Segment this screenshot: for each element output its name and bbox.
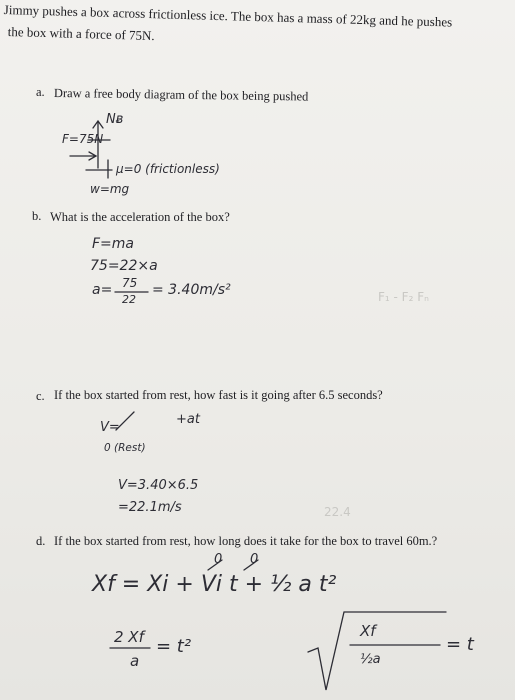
- question-d-letter: d.: [36, 534, 46, 548]
- c-line-2: 0 (Rest): [104, 442, 146, 454]
- question-c-text: If the box started from rest, how fast is it going after 6.5 seconds?: [54, 388, 383, 402]
- d-zero-2: 0: [250, 552, 259, 567]
- d-zero-1: 0: [214, 552, 223, 567]
- sqrt-sign: [308, 612, 446, 690]
- weight-label: w=mg: [90, 182, 130, 196]
- b-line-3-num: 75: [122, 276, 138, 290]
- question-a-letter: a.: [36, 85, 45, 99]
- b-line-1: F=ma: [92, 236, 134, 252]
- friction-note: μ=0 (frictionless): [116, 162, 220, 176]
- c-line-4: =22.1m/s: [118, 500, 182, 515]
- question-d-text: If the box started from rest, how long does it take for the box to travel 60m.?: [54, 534, 438, 548]
- d-frac-num: 2 Xf: [114, 628, 144, 646]
- question-a-text: Draw a free body diagram of the box being pushed: [53, 86, 309, 104]
- b-line-3-den: 22: [122, 293, 136, 306]
- d-sqrt-num: Xf: [360, 622, 376, 640]
- d-frac-den: a: [130, 652, 140, 670]
- problem-line-1: Jimmy pushes a box across frictionless ice. The box has a mass of 22kg and he pushes: [3, 2, 453, 30]
- c-line-3: V=3.40×6.5: [118, 478, 199, 493]
- b-line-2: 75=22×a: [90, 258, 158, 274]
- b-line-3-lhs: a=: [92, 282, 113, 298]
- problem-line-2: the box with a force of 75N.: [7, 24, 155, 44]
- question-b-text: What is the acceleration of the box?: [50, 210, 230, 224]
- d-sqrt-rhs: = t: [446, 634, 474, 655]
- c-faint-note: 22.4: [324, 505, 351, 519]
- c-line-1-lhs: V=: [100, 420, 120, 435]
- d-frac-rhs: = t²: [156, 636, 192, 657]
- b-faint-note: F₁ - F₂ Fₙ: [378, 290, 429, 304]
- applied-force-label: F=75N: [62, 132, 104, 146]
- d-sqrt-den: ½a: [360, 652, 381, 667]
- normal-force-label: Nᴃ: [106, 112, 124, 127]
- question-c-letter: c.: [36, 389, 45, 403]
- d-equation: Xf = Xi + Vi t + ½ a t²: [92, 572, 337, 597]
- question-b-letter: b.: [32, 209, 42, 223]
- b-line-3-rhs: = 3.40m/s²: [152, 282, 231, 298]
- c-line-1-rhs: +at: [176, 412, 200, 427]
